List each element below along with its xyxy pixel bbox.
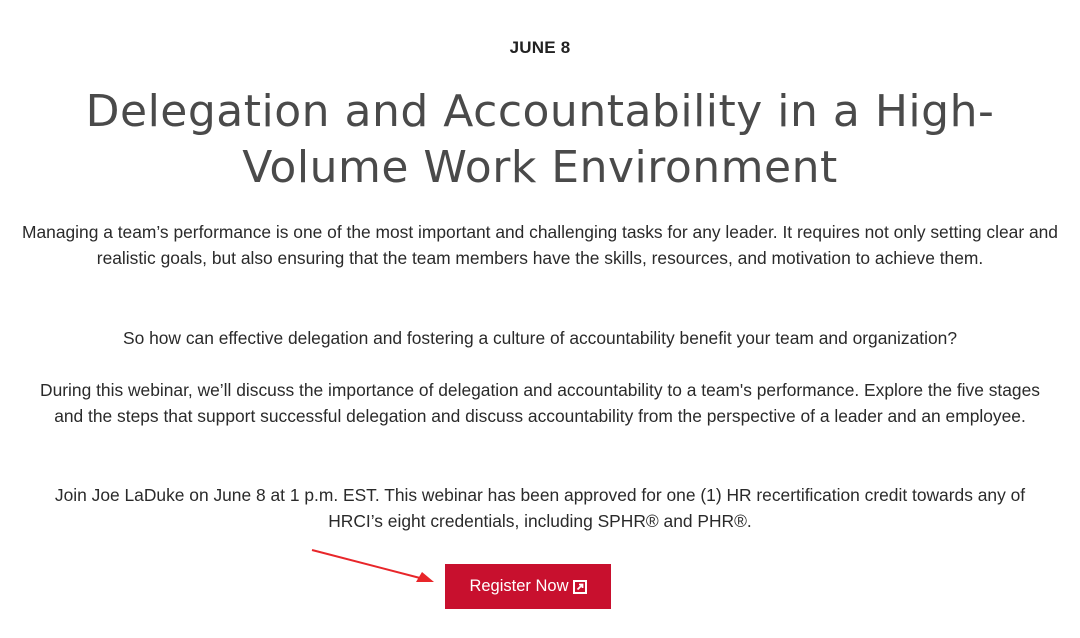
event-date: JUNE 8 (509, 38, 571, 57)
description-paragraph (0, 219, 1080, 271)
event-title (0, 84, 1080, 196)
external-link-icon (573, 580, 587, 594)
description-paragraph-text: Managing a team’s performance is one of the most important and challenging tasks for any leader. It requires not only setting clear and realistic goals, but also ensuring that the team members have the skills, resources, and motivation to achieve them. (22, 222, 1058, 268)
question-paragraph (0, 325, 1080, 351)
question-paragraph-text: So how can effective delegation and fostering a culture of accountability benefit your team and organization? (122, 328, 957, 348)
presenter-paragraph-text: Join Joe LaDuke on June 8 at 1 p.m. EST. This webinar has been approved for one (1) HR recertification credit towards any of HRCI’s eight credentials, including SPHR® and PHR®. (54, 485, 1026, 531)
register-now-button[interactable] (445, 564, 611, 609)
presenter-paragraph (0, 482, 1080, 534)
event-title-text: Delegation and Accountability in a High-Volume Work Environment (85, 86, 995, 193)
webinar-details-paragraph-text: During this webinar, we’ll discuss the importance of delegation and accountability to a team's performance. Explore the five stages and the steps that support successful delegation and discuss accountability from the perspective of a leader and an employee. (40, 380, 1040, 426)
register-now-label: Register Now (469, 577, 569, 595)
webinar-details-paragraph (0, 377, 1080, 429)
red-arrow-icon (310, 548, 438, 588)
